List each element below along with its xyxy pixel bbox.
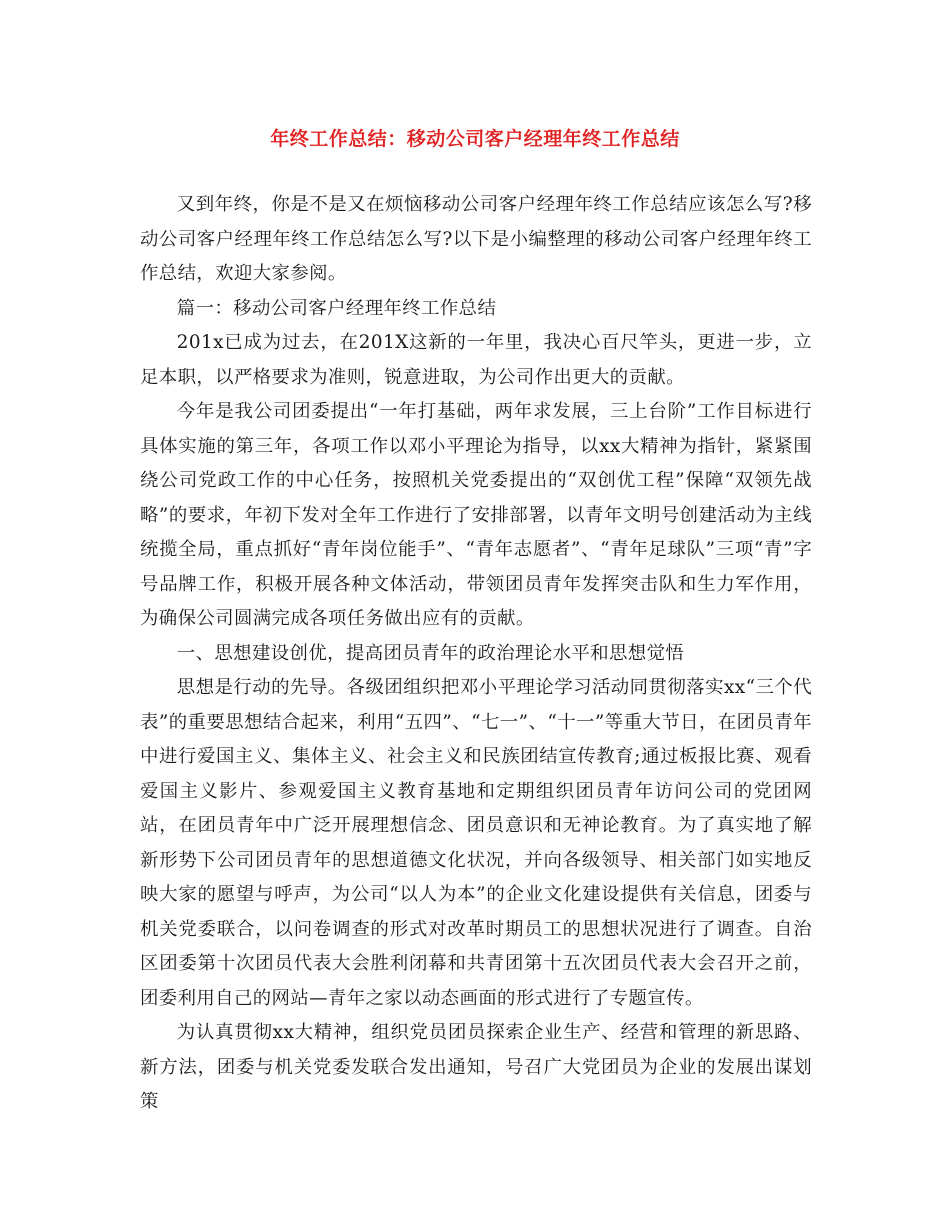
paragraph-intro: 又到年终，你是不是又在烦恼移动公司客户经理年终工作总结应该怎么写?移动公司客户经理年终工作总结怎么写?以下是小编整理的移动公司客户经理年终工作总结，欢迎大家参阅。	[140, 194, 812, 284]
paragraph: 今年是我公司团委提出“一年打基础，两年求发展，三上台阶”工作目标进行具体实施的第三年，各项工作以邓小平理论为指导，以xx大精神为指针，紧紧围绕公司党政工作的中心任务，按照机关党委提出的“双创优工程”保障“双领先战略”的要求，年初下发对全年工作进行了安排部署，以青年文明号创建活动为主线统揽全局，重点抓好“青年岗位能手”、“青年志愿者”、“青年足球队”三项“青”字号品牌工作，积极开展各种文体活动，带领团员青年发挥突击队和生力军作用，为确保公司圆满完成各项任务做出应有的贡献。	[140, 401, 812, 629]
paragraph: 为认真贯彻xx大精神，组织党员团员探索企业生产、经营和管理的新思路、新方法，团委与机关党委发联合发出通知，号召广大党团员为企业的发展出谋划策	[140, 1022, 812, 1112]
paragraph-section-heading: 篇一：移动公司客户经理年终工作总结	[176, 297, 497, 319]
paragraph: 思想是行动的先导。各级团组织把邓小平理论学习活动同贯彻落实xx“三个代表”的重要思想结合起来，利用“五四”、“七一”、“十一”等重大节日，在团员青年中进行爱国主义、集体主义、社会主义和民族团结宣传教育;通过板报比赛、观看爱国主义影片、参观爱国主义教育基地和定期组织团员青年访问公司的党团网站，在团员青年中广泛开展理想信念、团员意识和无神论教育。为了真实地了解新形势下公司团员青年的思想道德文化状况，并向各级领导、相关部门如实地反映大家的愿望与呼声，为公司“以人为本”的企业文化建设提供有关信息，团委与机关党委联合，以问卷调查的形式对改革时期员工的思想状况进行了调查。自治区团委第十次团员代表大会胜利闭幕和共青团第十五次团员代表大会召开之前，团委利用自己的网站—青年之家以动态画面的形式进行了专题宣传。	[140, 677, 812, 1009]
document-title: 年终工作总结：移动公司客户经理年终工作总结	[270, 128, 680, 150]
paragraph: 201x已成为过去，在201X这新的一年里，我决心百尺竿头，更进一步，立足本职，以严格要求为准则，锐意进取，为公司作出更大的贡献。	[140, 332, 812, 388]
document-body	[140, 188, 812, 1120]
paragraph-subheading: 一、思想建设创优，提高团员青年的政治理论水平和思想觉悟	[176, 642, 685, 664]
